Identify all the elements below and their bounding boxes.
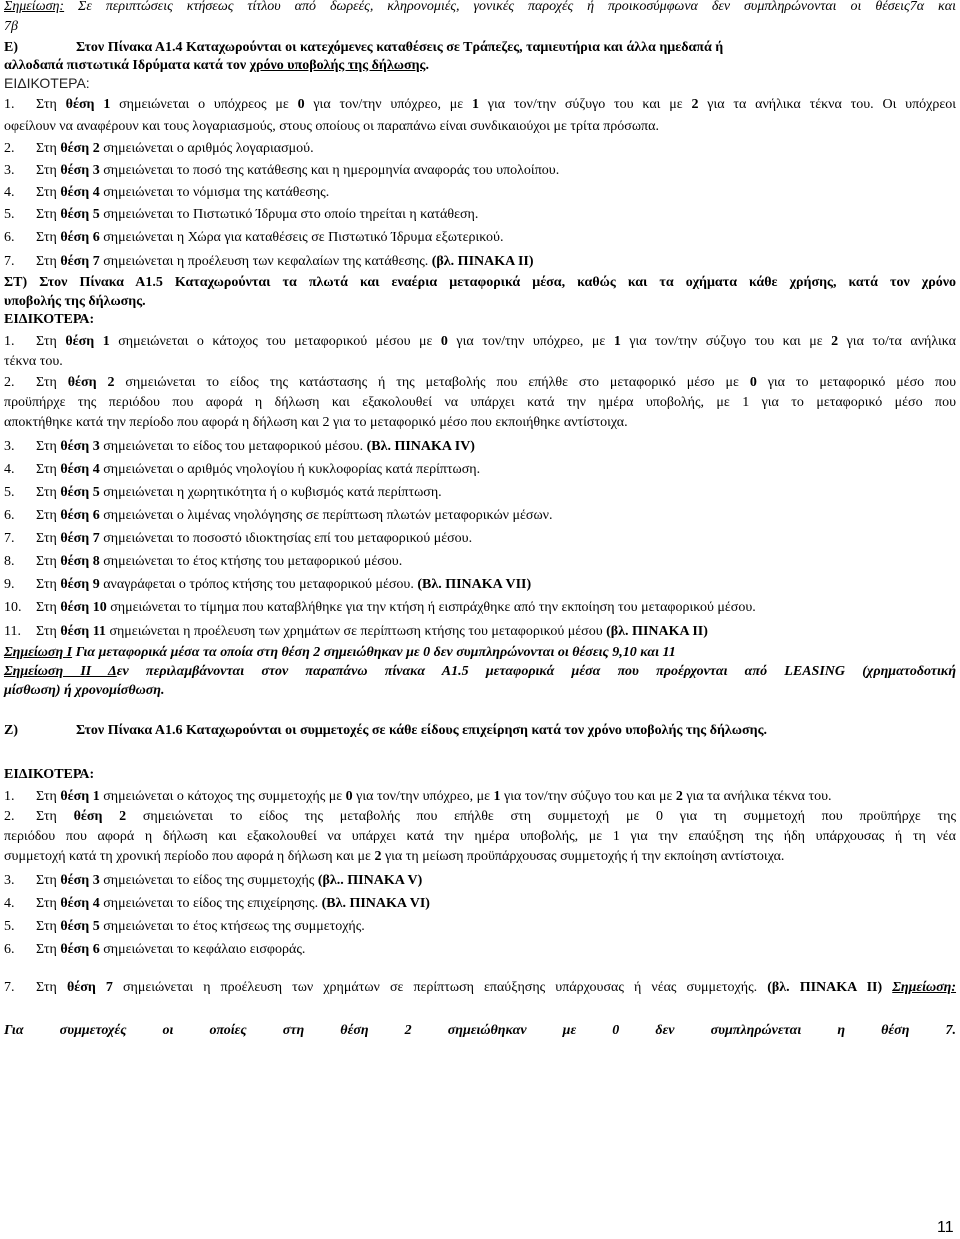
- item-text: σημειώνεται η προέλευση των χρημάτων σε περίπτωση κτήσης του μεταφορικού μέσου: [105, 624, 607, 639]
- item-bold: θέση 1: [60, 789, 100, 804]
- item-text: σημειώνεται η προέλευση των χρημάτων σε περίπτωση επαύξησης υπάρχουσας ή νέας συμμετοχής.: [112, 980, 768, 995]
- item-bold: 1: [472, 97, 479, 112]
- item-text: σημειώνεται το ποσοστό ιδιοκτησίας επί του μεταφορικού μέσου.: [99, 531, 473, 546]
- item-text: σημειώνεται το Πιστωτικό Ίδρυμα στο οποίο τηρείται η κατάθεση.: [99, 207, 479, 222]
- item-number: 6.: [4, 508, 15, 523]
- item-bold: θέση 4: [60, 185, 100, 200]
- item-text: Στη: [36, 375, 68, 390]
- item-text: σημειώνεται το ποσό της κατάθεσης και η ημερομηνία αναφοράς του υπολοίπου.: [99, 163, 560, 178]
- item-number: 2.: [4, 375, 15, 390]
- item-number: 7.: [4, 531, 15, 546]
- section-e-item-3: [4, 164, 559, 178]
- section-st-item-8: [4, 555, 402, 569]
- item-text: σημειώνεται η προέλευση των κεφαλαίων της κατάθεσης.: [99, 254, 432, 269]
- item-text: Στη: [36, 577, 61, 592]
- item-text: σημειώνεται ο υπόχρεος με: [110, 97, 298, 112]
- note-text: Σε περιπτώσεις κτήσεως τίτλου από δωρεές, κληρονομιές, γονικές παροχές ή προικοσύμφωνα δεν συμπληρώνονται οι θέσεις7α και: [64, 0, 956, 14]
- section-st-item-11: [4, 625, 708, 639]
- item-number: 7.: [4, 980, 15, 995]
- item-number: 4.: [4, 462, 15, 477]
- item-text: Στη: [36, 873, 61, 888]
- section-z-letter: Ζ): [4, 723, 18, 738]
- section-z-item-2: [4, 810, 956, 824]
- note-label: Σημείωση:: [4, 0, 65, 14]
- item-bold: θέση 2: [73, 809, 127, 824]
- section-z-item-7: [4, 981, 956, 995]
- item-number: 6.: [4, 230, 15, 245]
- section-e-item-1-cont: οφείλουν να αναφέρουν και τους λογαριασμούς, στους οποίους οι παραπάνω είναι συνδικαιούχοι με τρίτα πρόσωπα.: [4, 119, 659, 134]
- item-number: 4.: [4, 185, 15, 200]
- section-st-item-4: [4, 463, 480, 477]
- item-bold: θέση 4: [60, 462, 100, 477]
- item-bold: 0: [749, 375, 757, 390]
- section-e-underlined: χρόνο υποβολής της δήλωσης: [249, 58, 426, 73]
- item-text: Στη: [36, 531, 61, 546]
- item-bold: 0: [440, 334, 448, 349]
- item-bold: 2: [675, 789, 683, 804]
- note-label: Σημείωση ΙΙ Δ: [4, 664, 117, 679]
- item-text: σημειώνεται το είδος της συμμετοχής: [99, 873, 318, 888]
- note-label: Σημείωση:: [892, 980, 957, 995]
- section-e-period: .: [425, 58, 429, 73]
- item-text: Στη: [36, 624, 61, 639]
- section-e-item-2: [4, 142, 314, 156]
- section-e-item-7: [4, 255, 534, 269]
- section-e-title: Στον Πίνακα Α1.4 Καταχωρούνται οι κατεχόμενες καταθέσεις σε Τράπεζες, ταμιευτήρια και άλλα ημεδαπά ή: [76, 40, 724, 55]
- item-bold: θέση 7: [60, 531, 100, 546]
- item-text: για τα ανήλικα τέκνα του. Οι υπόχρεοι: [698, 97, 957, 112]
- section-e-item-5: [4, 208, 478, 222]
- section-z-final-note: Για συμμετοχές οι οποίες στη θέση 2 σημειώθηκαν με 0 δεν συμπληρώνεται η θέση 7.: [4, 1023, 956, 1038]
- section-e-heading: ΕΙΔΙΚΟΤΕΡΑ:: [4, 75, 90, 91]
- section-st-item-2-line2: προϋπήρχε της περιόδου που αφορά η δήλωση και εξακολουθεί να υπάρχει κατά την ημέρα υποβολής, με 1 για το μεταφορικό μέσο που: [4, 395, 956, 410]
- section-e-text: αλλοδαπά πιστωτικά Ιδρύματα κατά τον: [4, 58, 250, 73]
- item-text: για τον/την σύζυγο του και με: [500, 789, 676, 804]
- item-number: 1.: [4, 789, 15, 804]
- section-e-line2: [4, 59, 429, 73]
- section-z-item-5: [4, 920, 365, 934]
- item-text: Στη: [36, 919, 61, 934]
- item-ref: (βλ. ΠΙΝΑΚΑ ΙΙ): [606, 624, 708, 639]
- item-ref: (βλ. ΠΙΝΑΚΑ ΙΙ): [431, 254, 534, 269]
- item-text: για τη μείωση προϋπάρχουσας συμμετοχής ή την εκποίηση αντίστοιχα.: [381, 849, 785, 864]
- item-ref: (βλ. ΠΙΝΑΚΑ ΙΙ): [767, 980, 883, 995]
- item-text: Στη: [36, 980, 67, 995]
- item-number: 9.: [4, 577, 15, 592]
- item-bold: 2: [831, 334, 839, 349]
- section-st-item-1: [4, 335, 956, 349]
- item-bold: θέση 10: [60, 600, 107, 615]
- section-z-item-1: [4, 790, 832, 804]
- item-text: για τον/την σύζυγο του και με: [620, 334, 832, 349]
- section-st-item-9: [4, 578, 531, 592]
- section-st-item-5: [4, 486, 442, 500]
- item-bold: θέση 5: [60, 485, 100, 500]
- item-bold: 1: [493, 789, 501, 804]
- item-text: σημειώνεται η Χώρα για καταθέσεις σε Πιστωτικό Ίδρυμα εξωτερικού.: [99, 230, 504, 245]
- item-bold: θέση 4: [60, 896, 100, 911]
- section-st-item-1-cont: τέκνα του.: [4, 354, 63, 369]
- item-text: σημειώνεται το είδος της μεταβολής που επήλθε στη συμμετοχή με 0 για τη συμμετοχή που προϋπήρχε της: [126, 809, 957, 824]
- item-text: Στη: [36, 809, 74, 824]
- item-number: 6.: [4, 942, 15, 957]
- item-ref: (Βλ. ΠΙΝΑΚΑ VII): [417, 577, 532, 592]
- item-number: 1.: [4, 97, 15, 112]
- item-text: Στη: [36, 254, 61, 269]
- item-bold: θέση 9: [60, 577, 100, 592]
- item-number: 5.: [4, 919, 15, 934]
- item-text: σημειώνεται η χωρητικότητα ή ο κυβισμός κατά περίπτωση.: [99, 485, 442, 500]
- note-text: Για μεταφορικά μέσα τα οποία στη θέση 2 σημειώθηκαν με 0 δεν συμπληρώνονται οι θέσεις 9,10 και 11: [72, 645, 676, 660]
- item-ref: (βλ.. ΠΙΝΑΚΑ V): [317, 873, 423, 888]
- item-bold: θέση 3: [60, 163, 100, 178]
- item-bold: θέση 5: [60, 207, 100, 222]
- section-z-text: Στον Πίνακα Α1.6 Καταχωρούνται οι συμμετοχές σε κάθε είδους επιχείρηση κατά τον χρόνο υποβολής της δήλωσης.: [76, 723, 767, 738]
- item-text: σημειώνεται ο κάτοχος της συμμετοχής με: [99, 789, 346, 804]
- item-text: σημειώνεται ο κάτοχος του μεταφορικού μέσου με: [109, 334, 441, 349]
- item-number: 1.: [4, 334, 15, 349]
- item-text: Στη: [36, 163, 61, 178]
- item-text: για το/τα ανήλικα: [838, 334, 957, 349]
- section-z-item-2-line3: [4, 850, 784, 864]
- item-number: 11.: [4, 624, 21, 639]
- item-text: σημειώνεται ο αριθμός λογαριασμού.: [99, 141, 314, 156]
- section-e-line1: [4, 41, 723, 55]
- item-number: 2.: [4, 809, 15, 824]
- section-e-item-4: [4, 186, 329, 200]
- item-text: για τον/την υπόχρεο, με: [447, 334, 614, 349]
- section-st-item-6: [4, 509, 553, 523]
- item-bold: 1: [613, 334, 621, 349]
- item-bold: θέση 5: [60, 919, 100, 934]
- section-st-heading: ΕΙΔΙΚΟΤΕΡΑ:: [4, 312, 95, 327]
- section-st-note-2-cont: μίσθωση) ή χρονομίσθωση.: [4, 683, 165, 698]
- item-number: 5.: [4, 485, 15, 500]
- item-text: Στη: [36, 896, 61, 911]
- page-number: 11: [937, 1219, 954, 1236]
- section-e-item-1: [4, 98, 956, 112]
- item-text: Στη: [36, 600, 61, 615]
- item-number: 8.: [4, 554, 15, 569]
- item-text: Στη: [36, 141, 61, 156]
- item-bold: 0: [297, 97, 305, 112]
- item-text: σημειώνεται το τίμημα που καταβλήθηκε για την κτήση ή εισπράχθηκε από την εκποίηση του μεταφορικού μέσου.: [106, 600, 756, 615]
- item-text: για τον/την σύζυγο του και με: [479, 97, 692, 112]
- item-bold: θέση 1: [65, 334, 110, 349]
- section-st-note-1: [4, 646, 676, 660]
- item-bold: θέση 2: [60, 141, 100, 156]
- section-e-letter: Ε): [4, 40, 18, 55]
- item-bold: θέση 3: [60, 439, 100, 454]
- item-number: 2.: [4, 141, 15, 156]
- item-bold: θέση 2: [67, 375, 115, 390]
- section-st-item-10: [4, 601, 756, 615]
- item-text: σημειώνεται το είδος του μεταφορικού μέσου.: [99, 439, 367, 454]
- item-text: σημειώνεται το είδος της κατάστασης ή της μεταβολής που επήλθε στο μεταφορικό μέσο με: [114, 375, 750, 390]
- section-z-item-6: [4, 943, 305, 957]
- item-text: σημειώνεται το νόμισμα της κατάθεσης.: [99, 185, 330, 200]
- section-st-title: ΣΤ) Στον Πίνακα Α1.5 Καταχωρούνται τα πλωτά και εναέρια μεταφορικά μέσα, καθώς και τα οχήματα κάθε χρήσης, κατά τον χρόνο: [4, 275, 956, 290]
- item-bold: θέση 6: [60, 508, 100, 523]
- note-label: Σημείωση Ι: [4, 645, 73, 660]
- section-z-title: [4, 724, 767, 738]
- item-ref: (Βλ. ΠΙΝΑΚΑ IV): [366, 439, 475, 454]
- item-number: 3.: [4, 439, 15, 454]
- item-text: Στη: [36, 230, 61, 245]
- item-text: Στη: [36, 508, 61, 523]
- item-text: για το μεταφορικό μέσο που: [756, 375, 957, 390]
- item-number: 4.: [4, 896, 15, 911]
- item-number: 5.: [4, 207, 15, 222]
- section-st-title-cont: υποβολής της δήλωσης.: [4, 294, 146, 309]
- top-note-cont: 7β: [4, 19, 18, 34]
- item-text: για τον/την υπόχρεο, με: [304, 97, 472, 112]
- item-text: σημειώνεται το έτος κτήσεως της συμμετοχής.: [99, 919, 365, 934]
- item-text: για τον/την υπόχρεο, με: [352, 789, 494, 804]
- item-number: 7.: [4, 254, 15, 269]
- item-text: Στη: [36, 207, 61, 222]
- item-text: Στη: [36, 97, 66, 112]
- item-text: σημειώνεται ο αριθμός νηολογίου ή κυκλοφορίας κατά περίπτωση.: [99, 462, 481, 477]
- section-z-item-3: [4, 874, 422, 888]
- item-text: Στη: [36, 334, 66, 349]
- item-text: αναγράφεται ο τρόπος κτήσης του μεταφορικού μέσου.: [99, 577, 418, 592]
- item-bold: θέση 6: [60, 942, 100, 957]
- section-e-item-6: [4, 231, 503, 245]
- item-text: Στη: [36, 439, 61, 454]
- item-number: 10.: [4, 600, 22, 615]
- item-text: Στη: [36, 942, 61, 957]
- item-text: σημειώνεται ο λιμένας νηολόγησης σε περίπτωση πλωτών μεταφορικών μέσων.: [99, 508, 553, 523]
- section-st-note-2: [4, 665, 956, 679]
- item-text: για τα ανήλικα τέκνα του.: [682, 789, 832, 804]
- item-text: σημειώνεται το κεφάλαιο εισφοράς.: [99, 942, 306, 957]
- item-bold: 2: [374, 849, 382, 864]
- item-bold: θέση 3: [60, 873, 100, 888]
- section-st-item-7: [4, 532, 472, 546]
- item-bold: θέση 7: [60, 254, 100, 269]
- item-bold: θέση 8: [60, 554, 100, 569]
- section-z-heading: ΕΙΔΙΚΟΤΕΡΑ:: [4, 767, 95, 782]
- item-text: σημειώνεται το έτος κτήσης του μεταφορικού μέσου.: [99, 554, 403, 569]
- item-bold: θέση 6: [60, 230, 100, 245]
- item-text: Στη: [36, 554, 61, 569]
- section-z-item-2-line2: περιόδου που αφορά η δήλωση και εξακολουθεί να υπάρχει κατά την ημέρα υποβολής, με 1 για την επαύξηση της ήδη υπάρχουσας ή τη νέα: [4, 829, 956, 844]
- item-text: Στη: [36, 485, 61, 500]
- item-text: Στη: [36, 462, 61, 477]
- item-bold: 2: [691, 97, 699, 112]
- item-text: σημειώνεται το είδος της επιχείρησης.: [99, 896, 322, 911]
- item-text: συμμετοχή κατά τη χρονική περίοδο που αφορά η δήλωση και με: [4, 849, 375, 864]
- item-text: Στη: [36, 185, 61, 200]
- item-bold: θέση 11: [60, 624, 106, 639]
- section-z-item-4: [4, 897, 430, 911]
- item-bold: 0: [345, 789, 353, 804]
- item-bold: θέση 1: [65, 97, 111, 112]
- top-note: [4, 0, 956, 14]
- item-bold: θέση 7: [66, 980, 113, 995]
- item-number: 3.: [4, 163, 15, 178]
- note-text: εν περιλαμβάνονται στον παραπάνω πίνακα Α1.5 μεταφορικά μέσα που προέρχονται από LEASING (χρηματοδοτική: [116, 664, 957, 679]
- section-st-item-2: [4, 376, 956, 390]
- section-st-item-2-line3: αποκτήθηκε κατά την περίοδο που αφορά η δήλωση και 2 για το μεταφορικό μέσο που εκποιήθηκε αντίστοιχα.: [4, 415, 628, 430]
- item-text: Στη: [36, 789, 61, 804]
- item-ref: (Βλ. ΠΙΝΑΚΑ VI): [321, 896, 430, 911]
- section-st-item-3: [4, 440, 475, 454]
- item-number: 3.: [4, 873, 15, 888]
